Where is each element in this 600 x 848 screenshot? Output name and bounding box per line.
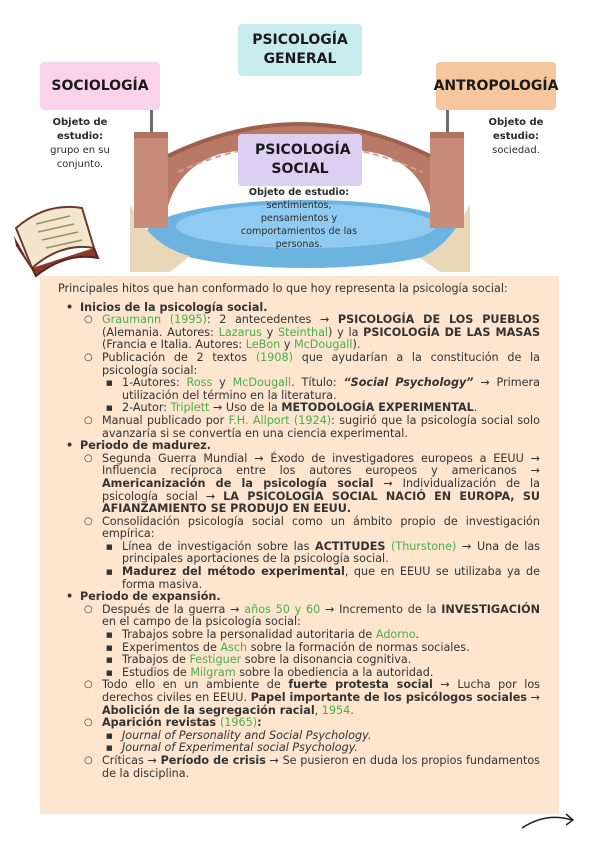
text-run: Críticas → [102, 753, 161, 767]
sections-list [58, 302, 540, 781]
text-run: → Lucha por los derechos civiles en EEUU. [102, 678, 540, 704]
text-run: en el campo de la psicología social: [102, 615, 301, 629]
antropologia-label: ANTROPOLOGÍA [433, 78, 559, 94]
text-run: Abolición de la segregación racial [102, 703, 315, 717]
text-run: Aparición revistas [102, 716, 220, 730]
text-run: (1965) [219, 716, 258, 730]
text-run: LA PSICOLOGÍA SOCIAL NACIÓ EN EUROPA, SU AFIANZAMIENTO SE PRODUJO EN EEUU. [102, 489, 540, 516]
text-run: Lazarus [218, 325, 262, 339]
psicologia-general-box [238, 24, 362, 76]
sociologia-object-text: grupo en su conjunto. [50, 145, 110, 170]
text-run: Graumann (1995) [102, 313, 207, 327]
text-run: PSICOLOGÍA DE LOS PUEBLOS [337, 313, 540, 327]
sociologia-label: SOCIOLOGÍA [51, 78, 149, 94]
text-run: → Uso de la [209, 401, 282, 415]
text-run: Americanización de la psicología social [102, 476, 374, 490]
list-item [102, 566, 540, 591]
intro-text: Principales hitos que han conformado lo que hoy representa la psicología social: [58, 282, 508, 295]
text-run: Madurez del método experimental [122, 565, 345, 579]
text-run: → Incremento de la [320, 602, 442, 616]
text-run: Trabajos sobre la personalidad autoritaria de [122, 628, 376, 642]
text-run: 1954 [321, 703, 351, 717]
text-run: Asch [220, 640, 248, 654]
text-run: Steinthal [278, 325, 329, 339]
text-run: , [314, 703, 322, 717]
text-run: años 50 y 60 [244, 602, 321, 616]
list-item [102, 541, 540, 566]
antropologia-object [476, 116, 556, 158]
text-run: : 2 antecedentes → [206, 313, 338, 327]
section-expansion [58, 591, 540, 780]
text-run: METODOLOGÍA EXPERIMENTAL [281, 401, 474, 415]
text-run: (Thurstone) [391, 539, 457, 553]
sociologia-object-label: Objeto de estudio: [52, 117, 108, 142]
text-run: : sugirió que la psicología social solo avanzaría si se convertía en una ciencia experimental. [102, 413, 540, 440]
text-run: Segunda Guerra Mundial → Éxodo de investigadores europeos a EEUU → Influencia recíproca entre los autores europeos y americanos → [102, 451, 540, 478]
list-item [80, 314, 540, 352]
text-run: LeBon [245, 338, 281, 352]
text-run: F.H. Allport (1924) [228, 413, 332, 427]
text-run: → Individualización de la psicología social → [102, 476, 540, 503]
text-run: sobre la disonancia cognitiva. [241, 653, 412, 667]
psicologia-social-object-text: sentimientos, pensamientos y comportamientos de las personas. [240, 200, 358, 250]
text-run: Todo ello en un ambiente de [102, 678, 289, 692]
text-run: Período de crisis [160, 753, 266, 767]
text-run: INVESTIGACIÓN [441, 602, 540, 616]
text-run: → Se pusieron en duda los propios fundamentos de la disciplina. [102, 753, 540, 780]
list-item [80, 679, 540, 717]
list-item [80, 453, 540, 516]
text-run: Manual publicado por [102, 413, 229, 427]
text-run: sobre la formación de normas sociales. [247, 640, 470, 654]
antropologia-box [433, 62, 559, 110]
text-run: Después de la guerra → [102, 602, 245, 616]
text-run: (Alemania. Autores: [102, 325, 219, 339]
text-run: Experimentos de [122, 640, 221, 654]
section-inicios [58, 302, 540, 441]
curved-arrow-icon [518, 806, 578, 836]
section-title: • Periodo de expansión. [80, 590, 221, 604]
text-run: McDougall [294, 338, 353, 352]
section-madurez [58, 440, 540, 591]
text-run: . [473, 401, 478, 415]
text-run: “Social Psychology” [343, 376, 474, 390]
text-run: y [280, 338, 294, 352]
text-run: Milgram [190, 665, 236, 679]
list-item: ■ Journal of Experimental social Psychology. [102, 742, 540, 755]
antropologia-object-label: Objeto de estudio: [488, 117, 544, 142]
section-title: • Inicios de la psicología social. [80, 300, 268, 314]
text-run: → [526, 691, 541, 704]
text-run: Festiguer [189, 653, 242, 667]
text-run: Estudios de [122, 665, 191, 679]
text-run: ) y la [328, 325, 364, 339]
text-run: . [350, 703, 354, 717]
text-run: sobre la obediencia a la autoridad. [235, 665, 434, 679]
text-run: PSICOLOGÍA DE LAS MASAS [363, 325, 541, 339]
text-run: fuerte protesta social [288, 678, 433, 692]
text-run: Línea de investigación sobre las [122, 539, 316, 553]
text-run: Triplett [170, 401, 210, 415]
list-item [102, 377, 540, 402]
text-run: y [261, 325, 279, 339]
text-run: → Primera utilización del término en la literatura. [122, 376, 541, 402]
antropologia-object-text: sociedad. [492, 145, 540, 156]
text-run: (Francia e Italia. Autores: [102, 338, 246, 352]
text-run: 2-Autor: [122, 401, 171, 415]
psicologia-social-object-label: Objeto de estudio: [248, 187, 350, 198]
text-run: (1908) [255, 350, 294, 364]
sociologia-object [40, 116, 120, 172]
text-run: y [212, 376, 233, 390]
text-run: Papel importante de los psicólogos sociales [250, 691, 527, 704]
text-run: Publicación de 2 textos [102, 350, 256, 364]
section-title: • Periodo de madurez. [80, 439, 211, 453]
psicologia-social-label: PSICOLOGÍA SOCIAL [255, 142, 351, 177]
text-run: McDougall [232, 376, 292, 390]
text-run: → Una de las principales aportaciones de la psicología social. [122, 539, 541, 566]
text-run: ). [352, 338, 361, 352]
list-item [80, 755, 540, 780]
text-run: . [415, 628, 419, 642]
text-run: : [257, 716, 262, 730]
list-item [80, 604, 540, 680]
text-run: 1-Autores: [122, 376, 187, 390]
list-item [80, 516, 540, 592]
list-item: ■ Journal of Personality and Social Psychology. [102, 730, 540, 743]
psicologia-general-label: PSICOLOGÍA GENERAL [252, 32, 348, 67]
text-run: , que en EEUU se utilizaba ya de forma masiva. [122, 565, 541, 591]
book-illustration [6, 198, 102, 284]
list-item [80, 352, 540, 415]
text-run: Adorno [375, 628, 416, 642]
psicologia-social-box [238, 134, 362, 186]
sociologia-box [40, 62, 160, 110]
list-item [80, 415, 540, 440]
text-run: que ayudarían a la constitución de la psicología social: [102, 350, 540, 377]
psicologia-social-object [236, 186, 362, 251]
text-run: . Título: [291, 376, 344, 390]
text-run: Ross [186, 376, 213, 390]
notes-content [58, 283, 540, 780]
text-run: ACTITUDES [315, 539, 386, 553]
list-item [80, 717, 540, 755]
text-run: Consolidación psicología social como un ámbito propio de investigación empírica: [102, 514, 540, 541]
text-run: Trabajos de [122, 653, 190, 667]
